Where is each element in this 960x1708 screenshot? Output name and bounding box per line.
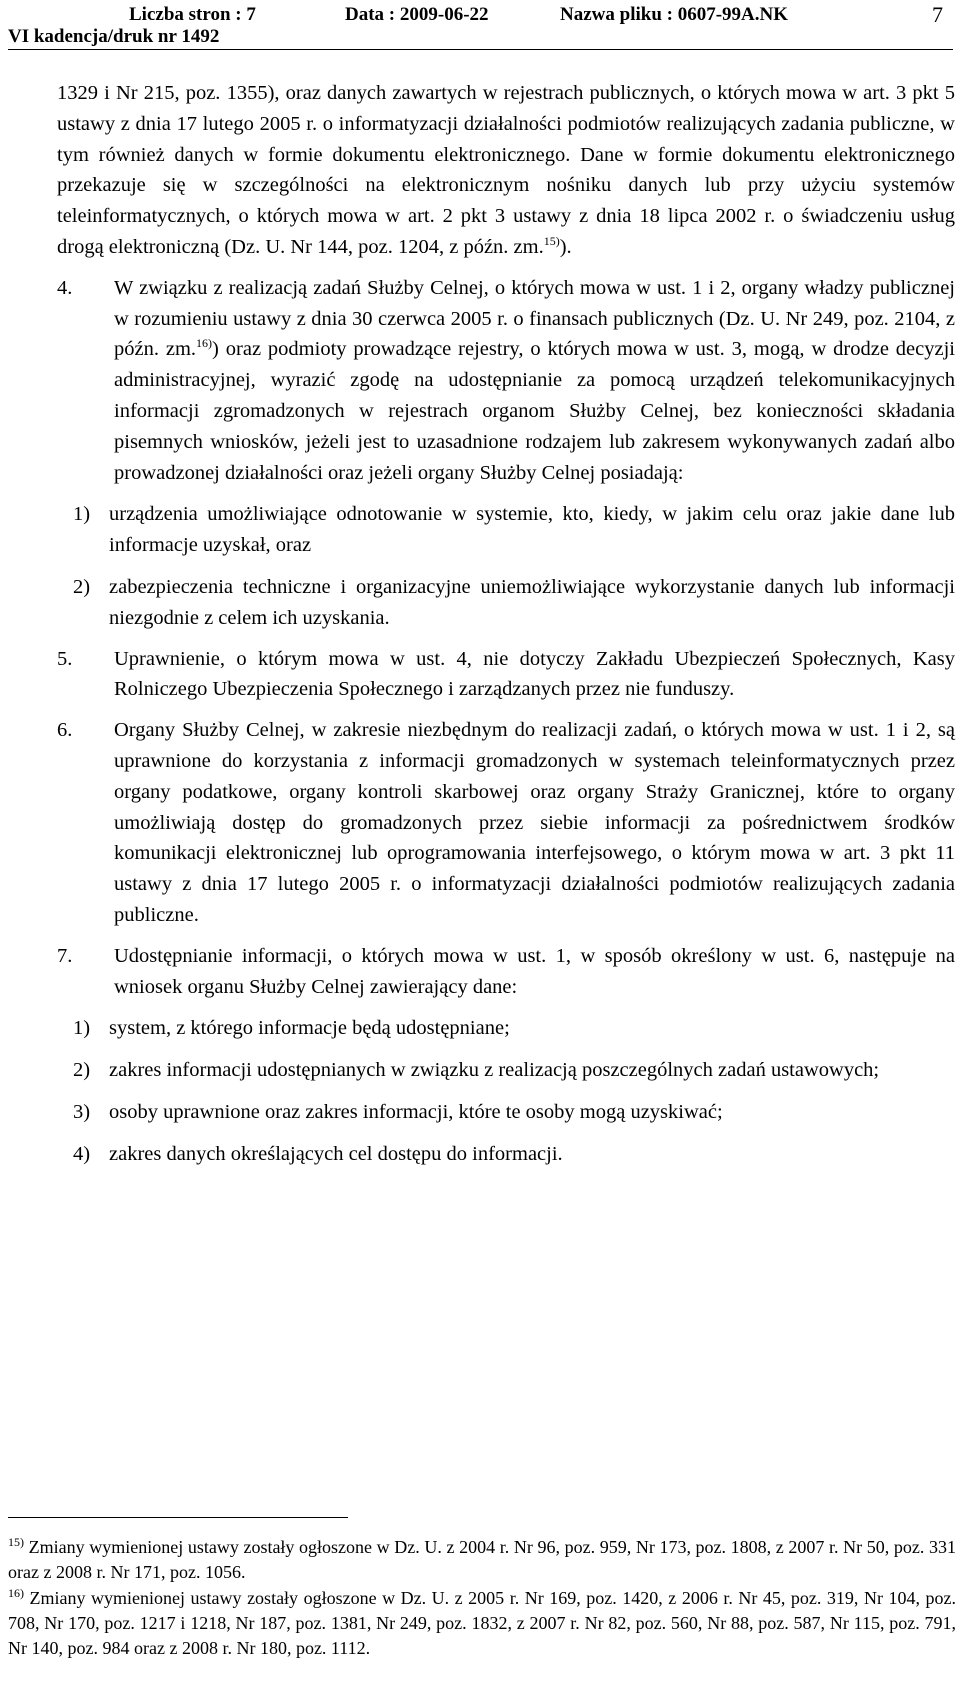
intro-text: 1329 i Nr 215, poz. 1355), oraz danych zawartych w rejestrach publicznych, o których mowa w art. 3 pkt 5 ustawy z dnia 17 lutego 2005 r. o informatyzacji działalności podmiotów realizujących zadania publiczne, w tym również danych w formie dokumentu elektronicznego. Dane w formie dokumentu elektronicznego przekazuje się w szczególności na elektronicznym nośniku danych lub przy użyciu systemów teleinformatycznych, o których mowa w art. 2 pkt 3 ustawy z dnia 18 lipca 2002 r. o świadczeniu usług drogą elektroniczną (Dz. U. Nr 144, poz. 1204, z późn. zm. <box>57 82 955 258</box>
section-4 <box>57 273 955 489</box>
header-date: Data : 2009-06-22 <box>345 4 489 25</box>
section-5 <box>57 644 955 706</box>
list-item-text: zakres informacji udostępnianych w związku z realizacją poszczególnych zadań ustawowych; <box>109 1059 880 1082</box>
list-item <box>57 1139 955 1170</box>
section-number: 6. <box>57 719 73 742</box>
list-item-text: urządzenia umożliwiające odnotowanie w systemie, kto, kiedy, w jakim celu oraz jakie dane lub informacje uzyskał, oraz <box>109 503 955 557</box>
list-item-number: 2) <box>73 575 91 598</box>
section-4-text: W związku z realizacją zadań Służby Celnej, o których mowa w ust. 1 i 2, organy władzy publicznej w rozumieniu ustawy z dnia 30 czerwca 2005 r. o finansach publicznych (Dz. U. Nr 249, poz. 2104, z późn. zm. <box>114 276 955 361</box>
footnote-mark: 15) <box>8 1535 24 1549</box>
footnote-16 <box>8 1586 956 1662</box>
footnote-15 <box>8 1535 956 1585</box>
list-item <box>57 1013 955 1044</box>
section-number: 5. <box>57 647 73 670</box>
section-4-text-cont: ) oraz podmioty prowadzące rejestry, o których mowa w ust. 3, mogą, w drodze decyzji administracyjnej, wyrazić zgodę na udostępnianie za pomocą urządzeń telekomunikacyjnych informacji zgromadzonych w rejestrach organom Służby Celnej, bez konieczności składania pisemnych wniosków, jeżeli jest to uzasadnione rodzajem lub zakresem wykonywanych zadań albo prowadzonej działalności oraz jeżeli organy Służby Celnej posiadają: <box>114 338 955 484</box>
section-5-text: Uprawnienie, o którym mowa w ust. 4, nie dotyczy Zakładu Ubezpieczeń Społecznych, Kasy Rolniczego Ubezpieczenia Społecznego i zarządzanych przez nie funduszy. <box>114 647 955 701</box>
section-number: 4. <box>57 276 73 299</box>
list-item-number: 3) <box>73 1100 91 1123</box>
main-text <box>57 78 955 1170</box>
footnote-text: Zmiany wymienionej ustawy zostały ogłoszone w Dz. U. z 2004 r. Nr 96, poz. 959, Nr 173, poz. 1808, z 2007 r. Nr 50, poz. 331 oraz z 2008 r. Nr 171, poz. 1056. <box>8 1537 956 1583</box>
list-item-number: 1) <box>73 1017 91 1040</box>
section-7 <box>57 941 955 1003</box>
list-item <box>57 1097 955 1128</box>
section-6 <box>57 715 955 931</box>
header-page-count: Liczba stron : 7 <box>129 4 256 25</box>
list-item-text: zabezpieczenia techniczne i organizacyjne uniemożliwiające wykorzystanie danych lub informacji niezgodnie z celem ich uzyskania. <box>109 575 955 629</box>
header-edition: VI kadencja/druk nr 1492 <box>8 26 220 47</box>
section-7-text: Udostępnianie informacji, o których mowa w ust. 1, w sposób określony w ust. 6, następuje na wniosek organu Służby Celnej zawierający dane: <box>114 944 955 998</box>
list-item-number: 4) <box>73 1142 91 1165</box>
footnote-ref-15: 15) <box>543 234 560 249</box>
list-item-text: osoby uprawnione oraz zakres informacji, które te osoby mogą uzyskiwać; <box>109 1100 723 1123</box>
header-filename: Nazwa pliku : 0607-99A.NK <box>560 4 789 25</box>
list-item-text: zakres danych określających cel dostępu do informacji. <box>109 1142 563 1165</box>
intro-text-end: ). <box>559 235 572 258</box>
footnote-ref-16: 16) <box>196 336 213 351</box>
header-divider <box>8 49 953 50</box>
list-item <box>57 499 955 561</box>
footnote-mark: 16) <box>8 1586 24 1600</box>
section-number: 7. <box>57 944 73 967</box>
page-number: 7 <box>932 2 943 27</box>
intro-paragraph <box>57 78 955 263</box>
list-item-number: 1) <box>73 503 91 526</box>
list-item <box>57 1055 955 1086</box>
footnote-divider <box>8 1517 348 1518</box>
footnote-text: Zmiany wymienionej ustawy zostały ogłoszone w Dz. U. z 2005 r. Nr 169, poz. 1420, z 2006 r. Nr 45, poz. 319, Nr 104, poz. 708, Nr 170, poz. 1217 i 1218, Nr 187, poz. 1381, Nr 249, poz. 1832, z 2007 r. Nr 82, poz. 560, Nr 88, poz. 587, Nr 115, poz. 791, Nr 140, poz. 984 oraz z 2008 r. Nr 180, poz. 1112. <box>8 1588 956 1659</box>
list-item <box>57 572 955 634</box>
list-item-text: system, z którego informacje będą udostępniane; <box>109 1017 510 1040</box>
section-6-text: Organy Służby Celnej, w zakresie niezbędnym do realizacji zadań, o których mowa w ust. 1 i 2, są uprawnione do korzystania z informacji gromadzonych w systemach teleinformatycznych przez organy podatkowe, organy kontroli skarbowej oraz organy Straży Granicznej, które to organy umożliwiają dostęp do gromadzonych przez siebie informacji za pośrednictwem środków komunikacji elektronicznej lub oprogramowania interfejsowego, o którym mowa w art. 3 pkt 11 ustawy z dnia 17 lutego 2005 r. o informatyzacji działalności podmiotów realizujących zadania publiczne. <box>114 719 955 926</box>
list-item-number: 2) <box>73 1059 91 1082</box>
